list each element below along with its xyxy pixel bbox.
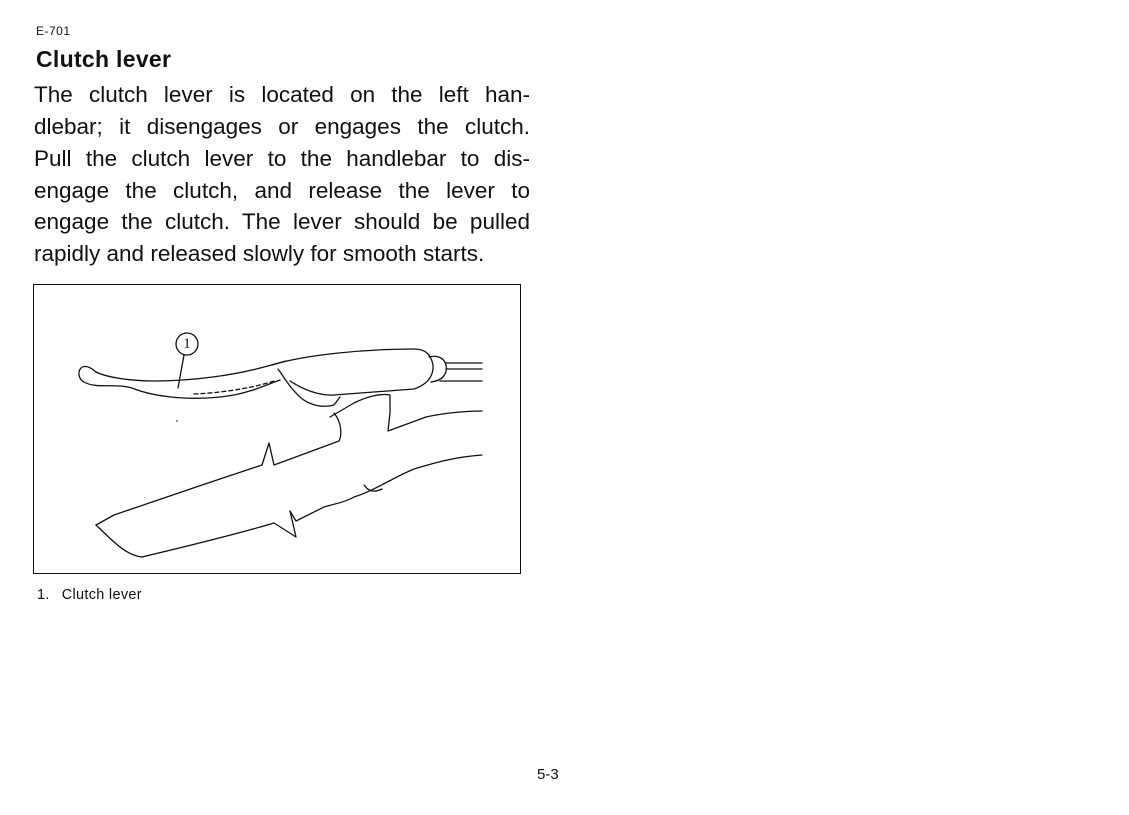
body-text-line: engage the clutch, and release the lever to <box>34 178 530 203</box>
body-text-line: rapidly and released slowly for smooth starts. <box>34 241 485 266</box>
lever-blade-upper <box>96 361 286 381</box>
lever-inner-line <box>194 381 274 394</box>
figure-caption <box>37 587 142 603</box>
grip-outline-bottom <box>142 511 296 557</box>
body-text-line: Pull the clutch lever to the handlebar to dis- <box>34 146 530 171</box>
housing-pivot-edge <box>278 369 296 393</box>
dust-dot <box>176 420 178 422</box>
grip-lower-edge <box>290 497 354 521</box>
body-text-line: engage the clutch. The lever should be pulled <box>34 209 530 234</box>
clutch-lever-figure <box>33 284 521 574</box>
body-text-line: The clutch lever is located on the left han- <box>34 82 530 107</box>
grip-outline-top <box>96 465 262 525</box>
caption-label: Clutch lever <box>61 587 142 603</box>
caption-number: 1. <box>37 587 50 603</box>
grip-upper-edge <box>262 441 339 465</box>
section-code: E-701 <box>36 24 71 38</box>
callout-number: 1 <box>183 336 191 352</box>
grip-end <box>96 525 142 557</box>
page-number: 5-3 <box>537 766 559 783</box>
lever-housing <box>272 349 433 395</box>
clutch-lever-illustration <box>34 285 522 575</box>
perch-clamp-top <box>330 394 482 431</box>
body-text-line: dlebar; it disengages or engages the clutch. <box>34 114 530 139</box>
callout-leader <box>178 355 184 388</box>
page-title: Clutch lever <box>36 46 172 72</box>
perch-clamp-side <box>334 413 341 441</box>
